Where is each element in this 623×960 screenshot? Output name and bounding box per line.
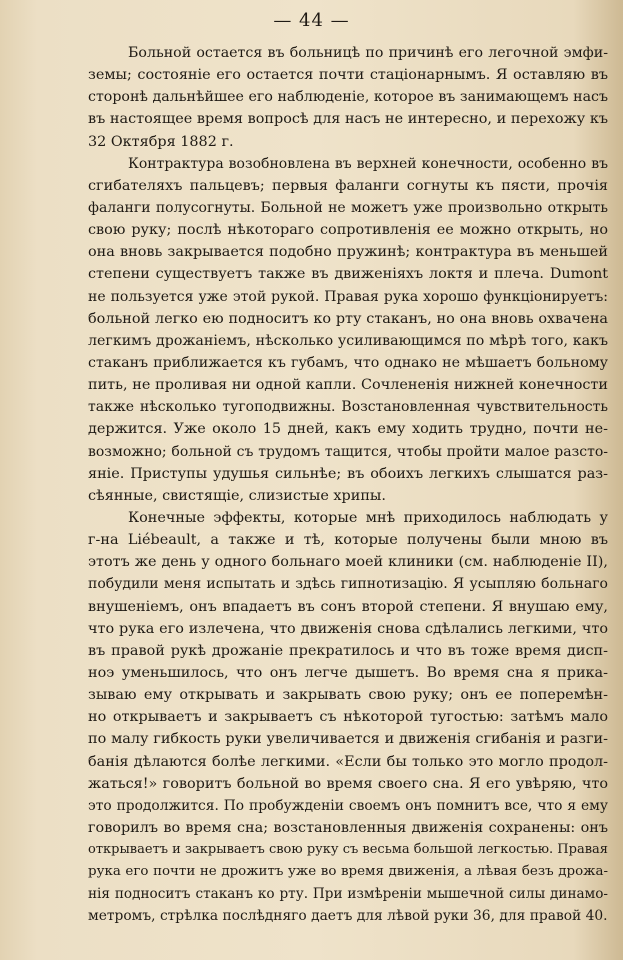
text-line: Контрактура возобновлена въ верхней конечности, особенно въ (128, 155, 608, 172)
text-line: также нѣсколько тугоподвижны. Возстановленная чувствительность (88, 399, 608, 416)
text-line: Больной остается въ больницѣ по причинѣ его легочной эмфи- (128, 45, 608, 61)
text-line: сгибателяхъ пальцевъ; первыя фаланги согнуты къ пясти, прочія (88, 177, 608, 194)
text-line: свою руку; послѣ нѣкотораго сопротивленія ее можно открыть, но (88, 222, 608, 239)
text-line: по малу гибкость руки увеличивается и движенія сгибанія и разги- (88, 731, 608, 748)
text-line: говорилъ во время сна; возстановленныя движенія сохранены: онъ (88, 819, 608, 836)
text-line: это продолжится. По пробужденіи своемъ онъ помнитъ все, что я ему (88, 797, 608, 814)
text-line: легкимъ дрожаніемъ, нѣсколько усиливающимся по мѣрѣ того, какъ (88, 332, 608, 349)
text-line: метромъ, стрѣлка послѣдняго даетъ для лѣвой руки 36, для правой 40. (88, 908, 608, 925)
text-line: г-на Liébeault, а также и тѣ, которые получены были мною въ (88, 532, 608, 549)
text-line: банія дѣлаются болѣе легкими. «Если бы только это могло продол- (88, 753, 608, 770)
text-line: яніе. Приступы удушья сильнѣе; въ обоихъ легкихъ слышатся раз- (88, 465, 608, 482)
text-line: но открываетъ и закрываетъ съ нѣкоторой тугостью: затѣмъ мало (88, 709, 608, 726)
text-line: земы; состояніе его остается почти стаціонарнымъ. Я оставляю въ (88, 67, 608, 84)
text-line: зываю ему открывать и закрывать свою руку; онъ ее поперемѣн- (88, 687, 608, 704)
text-line: Конечные эффекты, которые мнѣ приходилось наблюдать у (128, 509, 608, 526)
text-line: сѣянные, свистящіе, слизистые хрипы. (88, 487, 386, 504)
text-line: стаканъ приближается къ губамъ, что однако не мѣшаетъ больному (88, 354, 608, 371)
text-line: внушеніемъ, онъ впадаетъ въ сонъ второй степени. Я внушаю ему, (88, 598, 608, 615)
text-line: больной легко ею подноситъ ко рту стаканъ, но она вновь охвачена (88, 310, 608, 327)
text-line: открываетъ и закрываетъ свою руку съ весьма большой легкостью. Правая (88, 842, 608, 858)
text-line: побудили меня испытать и здѣсь гипнотизацію. Я усыпляю больнаго (88, 576, 608, 593)
text-line: рука его почти не дрожитъ уже во время движенія, а лѣвая безъ дрожа- (88, 864, 608, 880)
text-line: она вновь закрывается подобно пружинѣ; контрактура въ меньшей (88, 244, 608, 261)
text-line: жаться!» говоритъ больной во время своего сна. Я его увѣряю, что (88, 775, 608, 792)
text-line: сторонѣ дальнѣйшее его наблюденіе, которое въ занимающемъ насъ (88, 89, 608, 106)
text-line: въ настоящее время вопросѣ для насъ не интересно, и перехожу къ (88, 111, 608, 128)
text-line: держится. Уже около 15 дней, какъ ему ходить трудно, почти не- (88, 421, 608, 438)
text-line: въ правой рукѣ дрожаніе прекратилось и что въ тоже время дисп- (88, 642, 608, 659)
text-line: не пользуется уже этой рукой. Правая рука хорошо функціонируетъ: (88, 288, 608, 305)
text-line: этотъ же день у одного больнаго моей клиники (см. наблюденіе II), (88, 554, 608, 571)
text-line: пить, не проливая ни одной капли. Сочлененія нижней конечности (88, 377, 608, 394)
body-text (88, 42, 608, 928)
text-line: степени существуетъ также въ движеніяхъ локтя и плеча. Dumont (88, 266, 608, 283)
text-line: возможно; больной съ трудомъ тащится, чтобы пройти малое разсто- (88, 443, 608, 460)
text-line: ноэ уменьшилось, что онъ легче дышетъ. Во время сна я прика- (88, 664, 608, 681)
text-line: что рука его излечена, что движенія снова сдѣлались легкими, что (88, 620, 608, 637)
text-line: фаланги полусогнуты. Больной не можетъ уже произвольно открыть (88, 199, 608, 216)
text-line: 32 Октября 1882 г. (88, 133, 234, 150)
text-line: нія подноситъ стаканъ ко рту. При измѣреніи мышечной силы динамо- (88, 886, 608, 903)
page-number: — 44 — (273, 10, 350, 31)
